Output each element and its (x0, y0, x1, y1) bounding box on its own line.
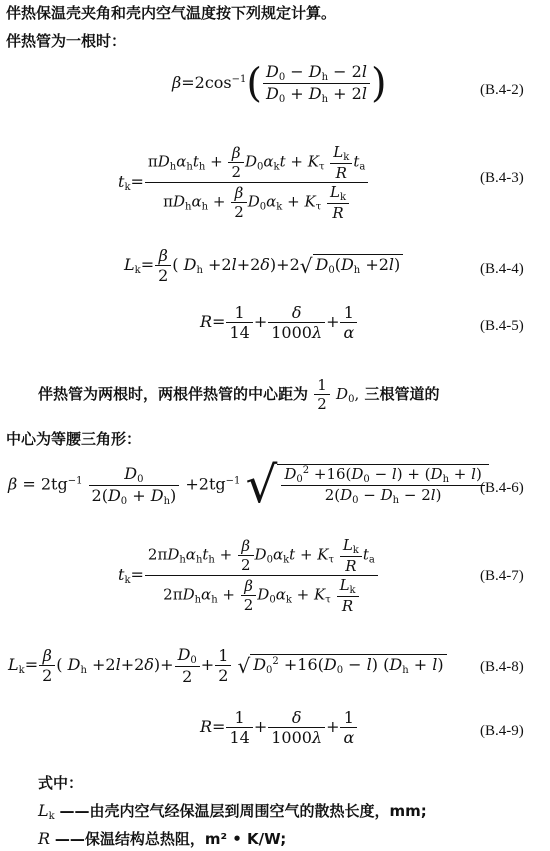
para-text-1-end: 三根管道的 (364, 385, 440, 403)
equation-number: (B.4-7) (480, 568, 524, 584)
def-symbol: L (38, 801, 49, 820)
where-label: 式中： (38, 774, 84, 792)
para-line-1: 伴热管为两根时，两根伴热管的中心距为 $\frac{1}{2}$ $D_0$, 三根管道的 (38, 376, 440, 413)
equation-number: (B.4-8) (480, 659, 524, 675)
equation-b4-8: $L_k=$ $\frac{\beta}{2}$ ( $D_h +2l+2\delta)+$ $\frac{D_0}{2}$ + $\frac{1}{2}$ √ $D_0^2 +16(D_0 - l) (D_h + l)$ (8, 645, 447, 686)
def-symbol: R (38, 829, 51, 848)
def-symbol-sub: k (48, 811, 55, 822)
equation-b4-6: $\beta = 2tg^{-1}$ $\frac{D_0}{2(D_0 + D_h)}$ $+2tg^{-1}$ √ $\frac{D_0^2 +16(D_0 - l) + (D_h + l)}{2(D_0 - D_h - 2l)}$ (8, 456, 489, 514)
equation-number: (B.4-2) (480, 82, 524, 98)
equation-b4-7: $t_k=$ $2\pi D_h\alpha_ht_h$ + $\frac{\beta}{2}$ $D_0\alpha_kt + K_\tau$ $\frac{L_k}{R}$ $t_a$ $2\pi D_h\alpha_h$ + $\frac{\beta}{2}$ $D_0\alpha_k + K_\tau$ $\frac{L_k}{R}$ (118, 536, 379, 615)
equation-b4-3: $t_k=$ $\pi D_h\alpha_ht_h$ + $\frac{\beta}{2}$ $D_0\alpha_kt + K_\tau$ $\frac{L_k}{R}$ $t_a$ $\pi D_h\alpha_h$ + $\frac{\beta}{2}$ $D_0\alpha_k + K_\tau$ $\frac{L_k}{R}$ (118, 143, 369, 222)
equation-b4-2: $\beta=2\cos^{-1}$( $\frac{D_0 - D_h - 2l}{D_0 + D_h + 2l}$ ) (172, 60, 387, 107)
equation-number: (B.4-4) (480, 261, 524, 277)
equation-number: (B.4-6) (480, 480, 524, 496)
equation-number: (B.4-5) (480, 318, 524, 334)
equation-number: (B.4-9) (480, 723, 524, 739)
equation-number: (B.4-3) (480, 170, 524, 186)
equation-b4-4: $L_k=$ $\frac{\beta}{2}$ ( $D_h +2l+2\delta)+2√$ $D_0(D_h +2l)$ (124, 246, 403, 285)
para-text-1: 伴热管为两根时，两根伴热管的中心距为 (38, 385, 309, 403)
equation-b4-9: R= $\frac{1}{14}$ + $\frac{\delta}{1000\lambda}$ + $\frac{1}{\alpha}$ (200, 708, 358, 747)
def-text: ——保温结构总热阻，m² • K/W; (54, 830, 287, 848)
definition-lk (38, 800, 427, 822)
equation-b4-5: R= $\frac{1}{14}$ + $\frac{\delta}{1000\lambda}$ + $\frac{1}{\alpha}$ (200, 303, 358, 342)
def-text: ——由壳内空气经保温层到周围空气的散热长度，mm; (59, 802, 427, 820)
intro-line-1: 伴热保温壳夹角和壳内空气温度按下列规定计算。 (6, 4, 337, 22)
fraction-half: $\frac{1}{2}$ (314, 376, 330, 413)
definition-r (38, 828, 286, 850)
intro-line-2: 伴热管为一根时： (6, 32, 127, 50)
para-line-2: 中心为等腰三角形： (6, 430, 142, 448)
